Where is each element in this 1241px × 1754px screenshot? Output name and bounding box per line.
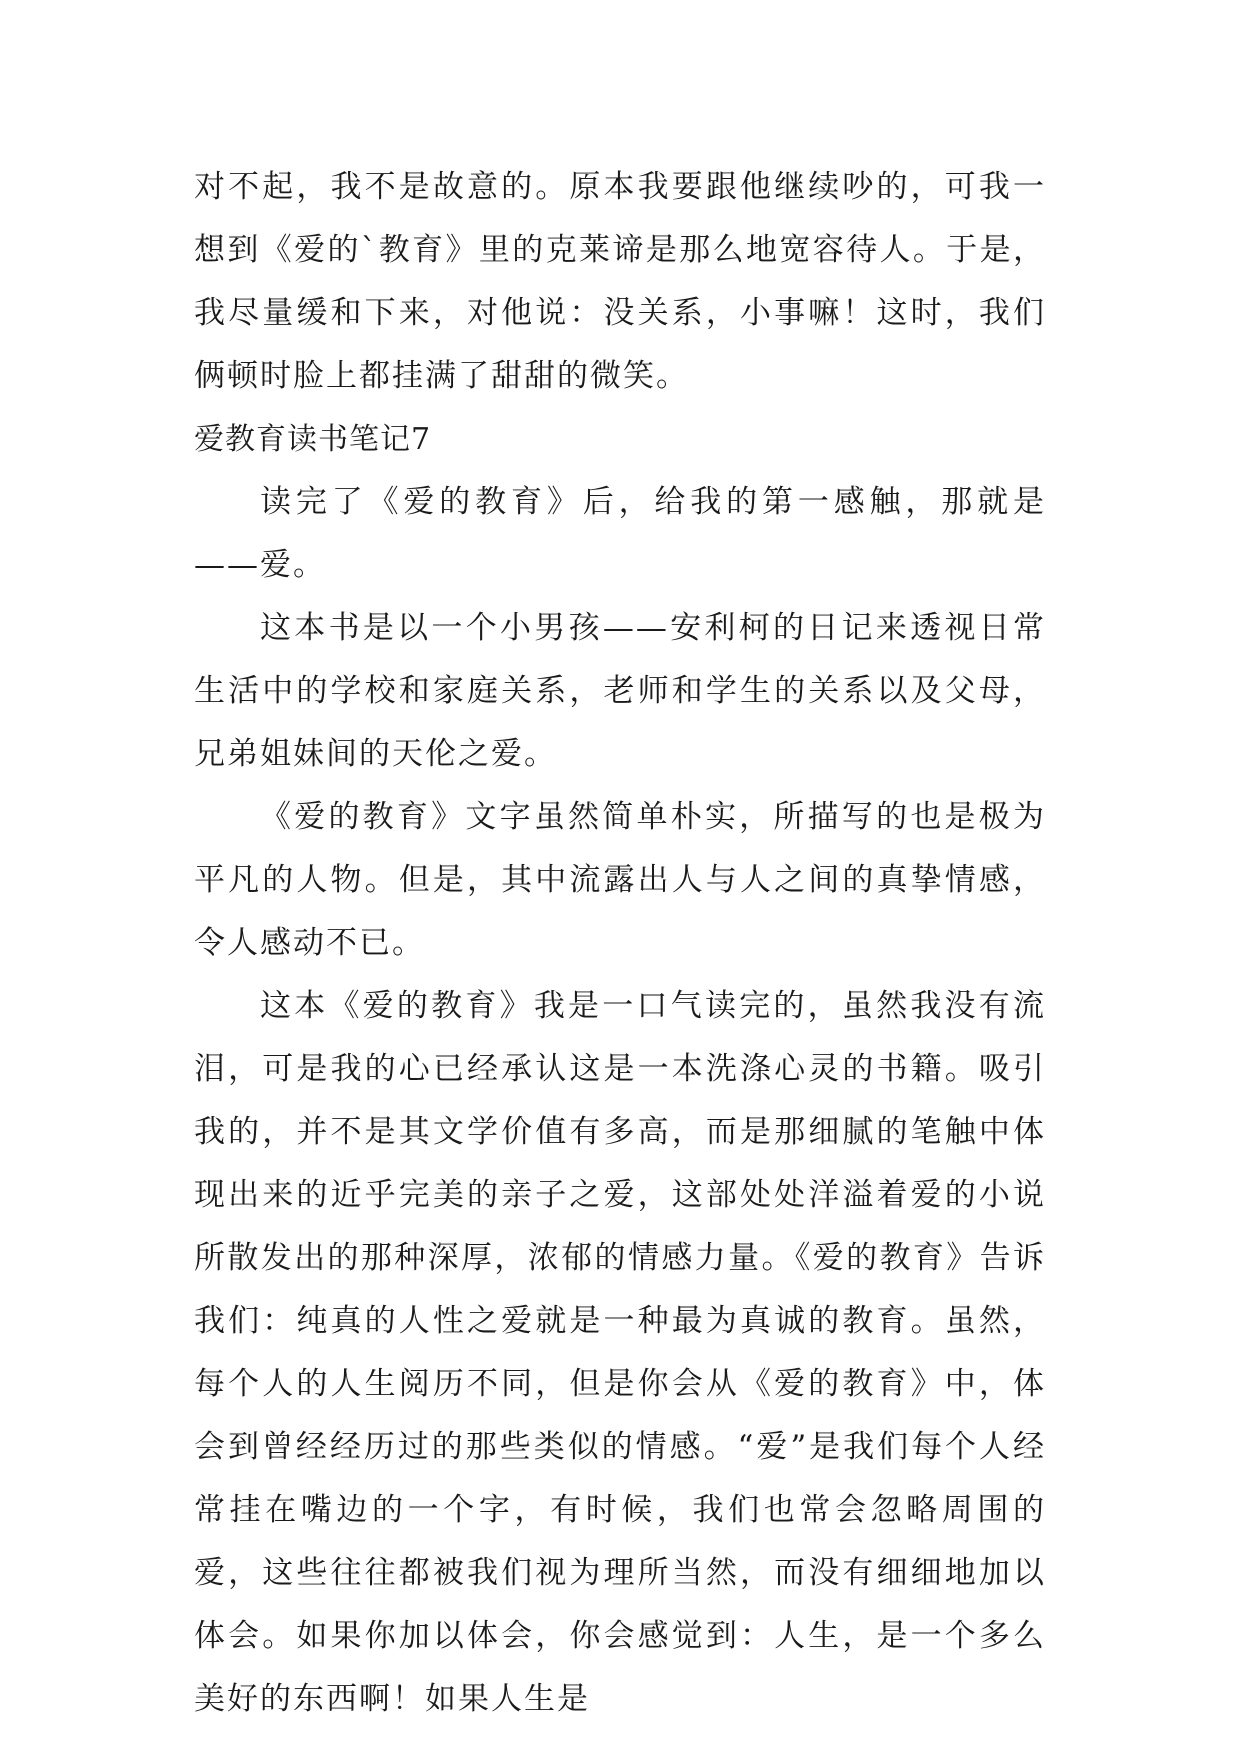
section-heading: 爱教育读书笔记7 [194, 422, 432, 457]
paragraph: 读完了《爱的教育》后，给我的第一感触，那就是——爱。 [194, 484, 1046, 583]
document-body [194, 156, 1046, 1731]
paragraph: 这本书是以一个小男孩——安利柯的日记来透视日常生活中的学校和家庭关系，老师和学生的关系以及父母，兄弟姐妹间的天伦之爱。 [194, 610, 1046, 772]
paragraph: 这本《爱的教育》我是一口气读完的，虽然我没有流泪，可是我的心已经承认这是一本洗涤心灵的书籍。吸引我的，并不是其文学价值有多高，而是那细腻的笔触中体现出来的近乎完美的亲子之爱，这部处处洋溢着爱的小说所散发出的那种深厚，浓郁的情感力量。《爱的教育》告诉我们：纯真的人性之爱就是一种最为真诚的教育。虽然，每个人的人生阅历不同，但是你会从《爱的教育》中，体会到曾经经历过的那些类似的情感。“爱”是我们每个人经常挂在嘴边的一个字，有时候，我们也常会忽略周围的爱，这些往往都被我们视为理所当然，而没有细细地加以体会。如果你加以体会，你会感觉到：人生，是一个多么美好的东西啊！如果人生是 [194, 988, 1046, 1717]
paragraph-continuation: 对不起，我不是故意的。原本我要跟他继续吵的，可我一想到《爱的`教育》里的克莱谛是那么地宽容待人。于是，我尽量缓和下来，对他说：没关系，小事嘛！这时，我们俩顿时脸上都挂满了甜甜的微笑。 [194, 169, 1046, 394]
paragraph: 《爱的教育》文字虽然简单朴实，所描写的也是极为平凡的人物。但是，其中流露出人与人之间的真挚情感，令人感动不已。 [194, 799, 1046, 961]
